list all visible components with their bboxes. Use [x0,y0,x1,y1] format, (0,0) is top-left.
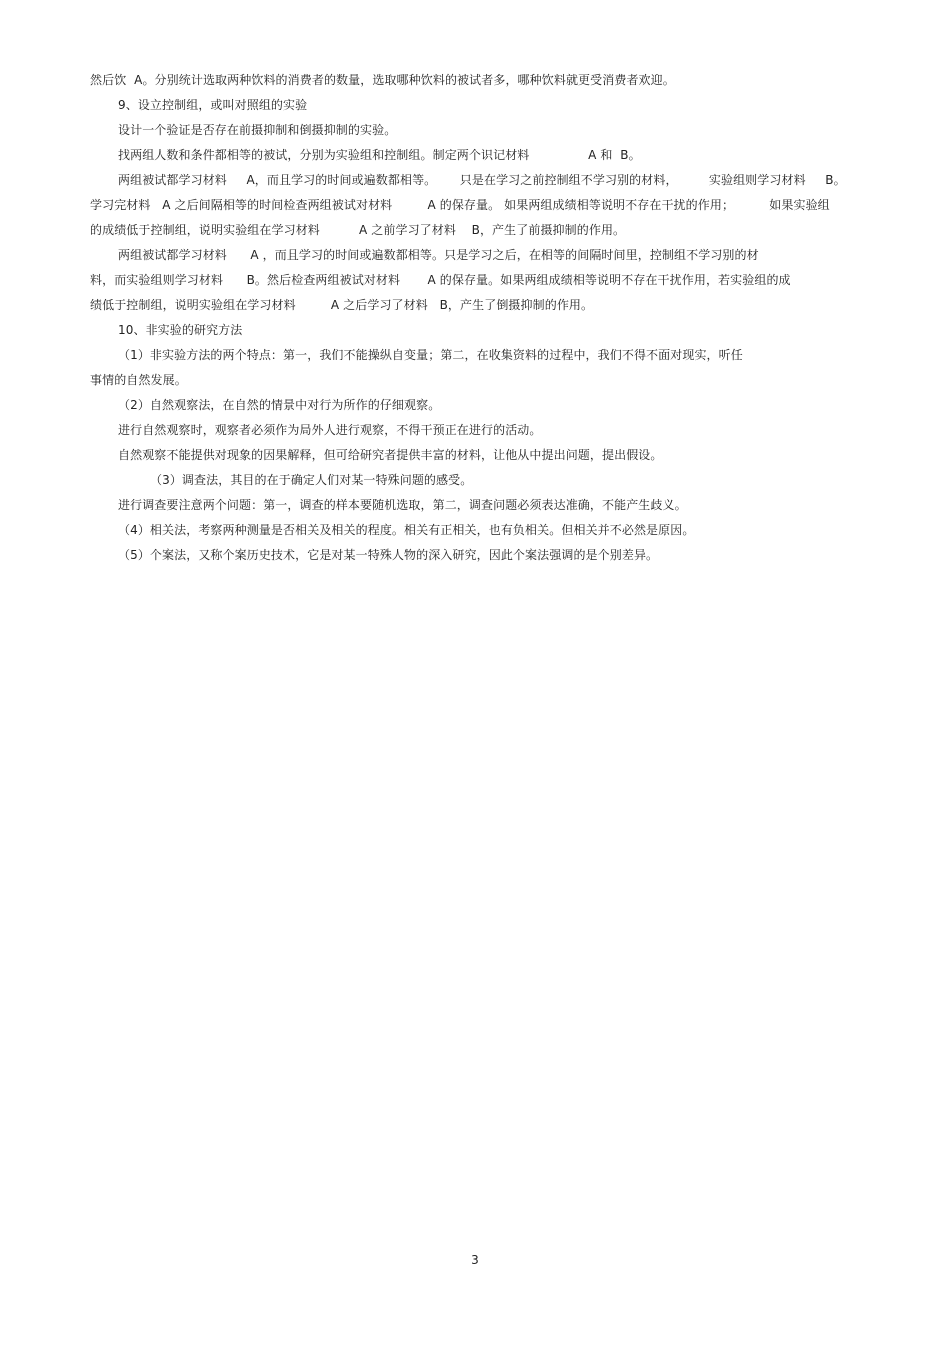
list-item-1-continuation: 事情的自然发展。 [90,373,187,387]
list-item-4: （4）相关法，考察两种测量是否相关及相关的程度。相关有正相关，也有负相关。但相关并不必然是原因。 [118,523,695,537]
page-number: 3 [471,1253,479,1267]
text-line-continuation: 然后饮 A。分别统计选取两种饮料的消费者的数量，选取哪种饮料的被试者多，哪种饮料就更受消费者欢迎。 [90,73,675,87]
paragraph-line: 两组被试都学习材料 A，而且学习的时间或遍数都相等。 只是在学习之前控制组不学习别的材料， 实验组则学习材料 B。 [118,173,846,187]
paragraph-line: 进行调查要注意两个问题：第一，调查的样本要随机选取，第二，调查问题必须表达准确，不能产生歧义。 [118,498,687,512]
list-item-1: （1）非实验方法的两个特点：第一，我们不能操纵自变量；第二，在收集资料的过程中，我们不得不面对现实，听任 [118,348,743,362]
list-item-2: （2）自然观察法，在自然的情景中对行为所作的仔细观察。 [118,398,441,412]
list-item-3: （3）调查法，其目的在于确定人们对某一特殊问题的感受。 [150,473,473,487]
paragraph-line: 的成绩低于控制组，说明实验组在学习材料 A 之前学习了材料 B，产生了前摄抑制的作用。 [90,223,626,237]
paragraph-line: 自然观察不能提供对现象的因果解释，但可给研究者提供丰富的材料，让他从中提出问题，提出假设。 [118,448,663,462]
paragraph-line: 料，而实验组则学习材料 B。然后检查两组被试对材料 A 的保存量。如果两组成绩相等说明不存在干扰作用，若实验组的成 [90,273,791,287]
paragraph-line: 设计一个验证是否存在前摄抑制和倒摄抑制的实验。 [118,123,397,137]
section-heading-9: 9、设立控制组，或叫对照组的实验 [118,98,308,112]
paragraph-line: 进行自然观察时，观察者必须作为局外人进行观察，不得干预正在进行的活动。 [118,423,542,437]
paragraph-line: 两组被试都学习材料 A ，而且学习的时间或遍数都相等。只是学习之后，在相等的间隔时间里，控制组不学习别的材 [118,248,759,262]
section-heading-10: 10、非实验的研究方法 [118,323,243,337]
list-item-5: （5）个案法，又称个案历史技术，它是对某一特殊人物的深入研究，因此个案法强调的是个别差异。 [118,548,659,562]
paragraph-line: 找两组人数和条件都相等的被试，分别为实验组和控制组。制定两个识记材料 A 和 B。 [118,148,641,162]
paragraph-line: 学习完材料 A 之后间隔相等的时间检查两组被试对材料 A 的保存量。 如果两组成绩相等说明不存在干扰的作用； 如果实验组 [90,198,830,212]
paragraph-line: 绩低于控制组，说明实验组在学习材料 A 之后学习了材料 B，产生了倒摄抑制的作用。 [90,298,594,312]
